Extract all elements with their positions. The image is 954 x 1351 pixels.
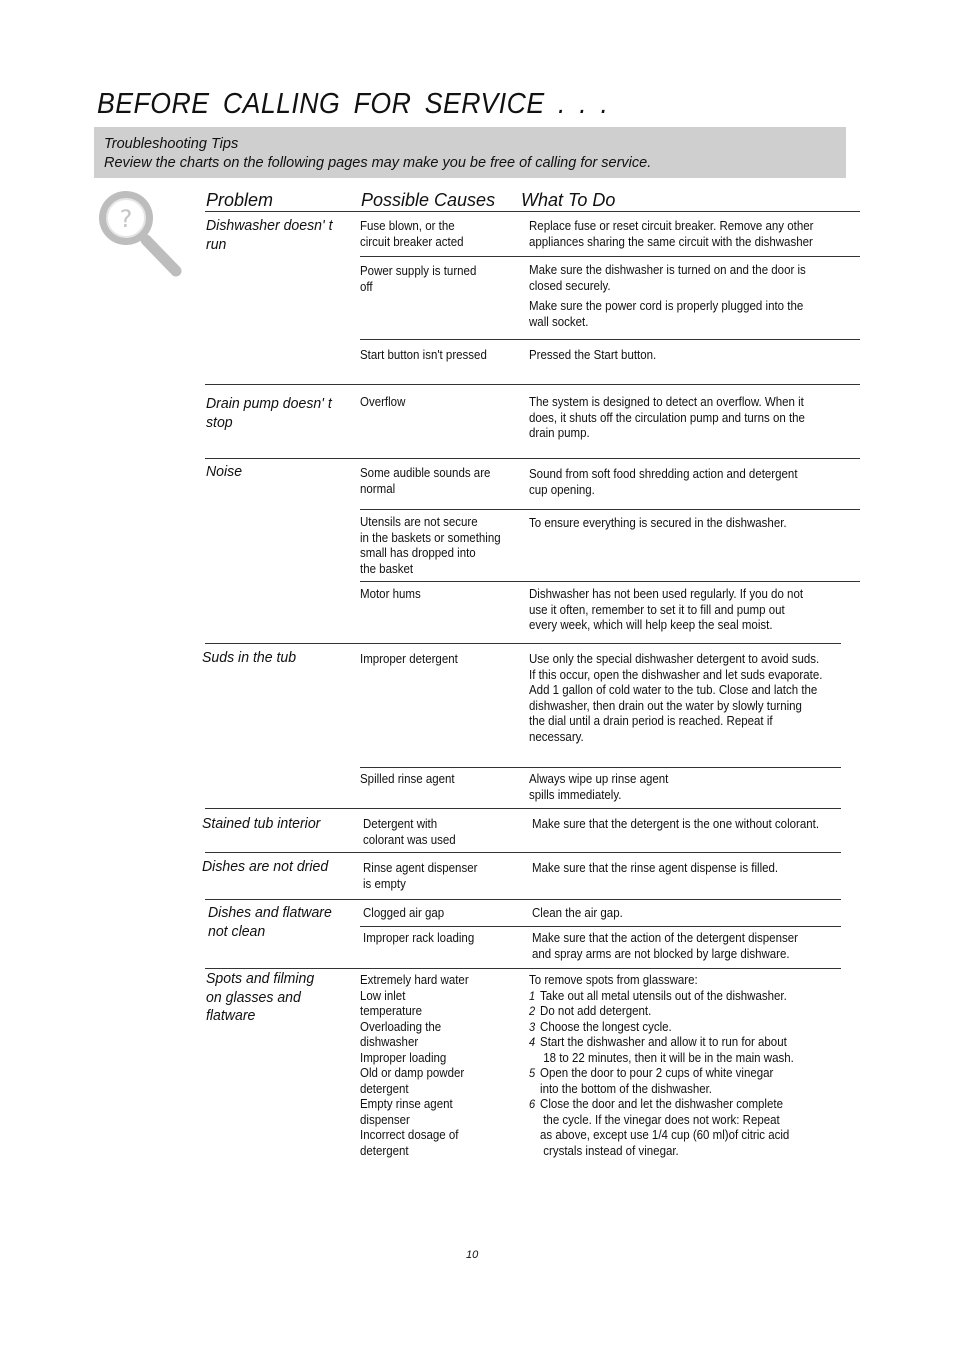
problem-suds: Suds in the tub [202, 649, 297, 666]
row-divider [360, 926, 841, 927]
row-divider [360, 509, 860, 510]
problem-not-clean: Dishes and flatware not clean [208, 904, 332, 940]
cause-air-gap: Clogged air gap [363, 906, 445, 920]
problem-drain-pump: Drain pump doesn' t stop [206, 395, 332, 431]
todo-utensils: To ensure everything is secured in the dishwasher. [529, 516, 787, 530]
section-divider [205, 968, 841, 969]
todo-power-door: Make sure the dishwasher is turned on and the door is closed securely. [529, 263, 806, 293]
cause-rinse-empty: Rinse agent dispenser is empty [363, 861, 478, 891]
row-divider [360, 581, 860, 582]
todo-improper-detergent: Use only the special dishwasher detergent to avoid suds. If this occur, open the dishwasher and let suds evaporate. Add 1 gallon of cold water to the tub. Close and latch the dishwasher, then drain out the water by slowly turning the dial until a drain period is reached. Repeat if necessary. [529, 652, 823, 744]
cause-spots-list: Extremely hard water Low inlet temperature Overloading the dishwasher Improper loading Old or damp powder detergent Empty rinse agent dispenser Incorrect dosage of detergent [360, 973, 469, 1158]
todo-audible-sounds: Sound from soft food shredding action and detergent cup opening. [529, 467, 798, 497]
cause-motor-hums: Motor hums [360, 587, 421, 601]
section-divider [205, 852, 841, 853]
todo-power-cord: Make sure the power cord is properly plugged into the wall socket. [529, 299, 804, 329]
cause-improper-detergent: Improper detergent [360, 652, 458, 666]
cause-spilled-rinse: Spilled rinse agent [360, 772, 455, 786]
problem-noise: Noise [206, 463, 243, 480]
todo-overflow: The system is designed to detect an overflow. When it does, it shuts off the circulation pump and turns on the drain pump. [529, 395, 805, 440]
problem-dishwasher-doesnt-run: Dishwasher doesn' t run [206, 217, 333, 253]
question-magnifier-icon [96, 186, 186, 281]
todo-start-button: Pressed the Start button. [529, 348, 657, 362]
problem-stained-tub: Stained tub interior [202, 815, 321, 832]
cause-audible-sounds: Some audible sounds are normal [360, 466, 491, 496]
todo-colorant: Make sure that the detergent is the one without colorant. [532, 817, 820, 831]
header-rule [205, 211, 860, 212]
todo-spots-steps: To remove spots from glassware: 1 Take out all metal utensils out of the dishwasher. 2 Do not add detergent. 3 Choose the longest cycle. 4 Start the dishwasher and allow it to run for about 18 to 22 minutes, then it will be in the main wash. 5 Open the door to pour 2 cups of white vinegar into the bottom of the dishwasher. 6 Close the door and let the dishwasher complete the cycle. If the vinegar does not work: Repeat as above, except use 1/4 cup (60 ml)of citric acid crystals instead of vinegar. [529, 973, 794, 1158]
cause-utensils: Utensils are not secure in the baskets or something small has dropped into the basket [360, 515, 501, 576]
todo-rinse-empty: Make sure that the rinse agent dispense is filled. [532, 861, 779, 875]
todo-rack-loading: Make sure that the action of the detergent dispenser and spray arms are not blocked by large dishware. [532, 931, 798, 961]
cause-rack-loading: Improper rack loading [363, 931, 475, 945]
row-divider [360, 767, 841, 768]
section-divider [205, 808, 841, 809]
todo-spilled-rinse: Always wipe up rinse agent spills immediately. [529, 772, 669, 802]
header-problem: Problem [206, 190, 274, 210]
page-number: 10 [466, 1249, 479, 1261]
banner-text: Review the charts on the following pages may make you be free of calling for service. [104, 155, 652, 171]
cause-colorant: Detergent with colorant was used [363, 817, 456, 847]
banner-heading: Troubleshooting Tips [104, 136, 239, 152]
problem-not-dried: Dishes are not dried [202, 858, 329, 875]
section-divider [205, 899, 841, 900]
todo-fuse: Replace fuse or reset circuit breaker. Remove any other appliances sharing the same circuit with the dishwasher [529, 219, 814, 249]
cause-overflow: Overflow [360, 395, 406, 409]
todo-motor-hums: Dishwasher has not been used regularly. If you do not use it often, remember to set it to fill and pump out every week, which will help keep the seal moist. [529, 587, 804, 632]
section-divider [205, 384, 860, 385]
svg-text:?: ? [119, 205, 133, 233]
problem-spots-filming: Spots and filming on glasses and flatware [206, 970, 315, 1024]
cause-start-button: Start button isn't pressed [360, 348, 487, 362]
row-divider [360, 256, 860, 257]
row-divider [360, 339, 860, 340]
cause-power: Power supply is turned off [360, 264, 477, 294]
tips-banner [94, 127, 846, 178]
page-title: BEFORE CALLING FOR SERVICE . . . [97, 88, 609, 120]
todo-air-gap: Clean the air gap. [532, 906, 623, 920]
cause-fuse: Fuse blown, or the circuit breaker acted [360, 219, 464, 249]
section-divider [205, 458, 860, 459]
section-divider [205, 643, 841, 644]
header-todo: What To Do [521, 190, 616, 210]
header-causes: Possible Causes [361, 190, 496, 210]
